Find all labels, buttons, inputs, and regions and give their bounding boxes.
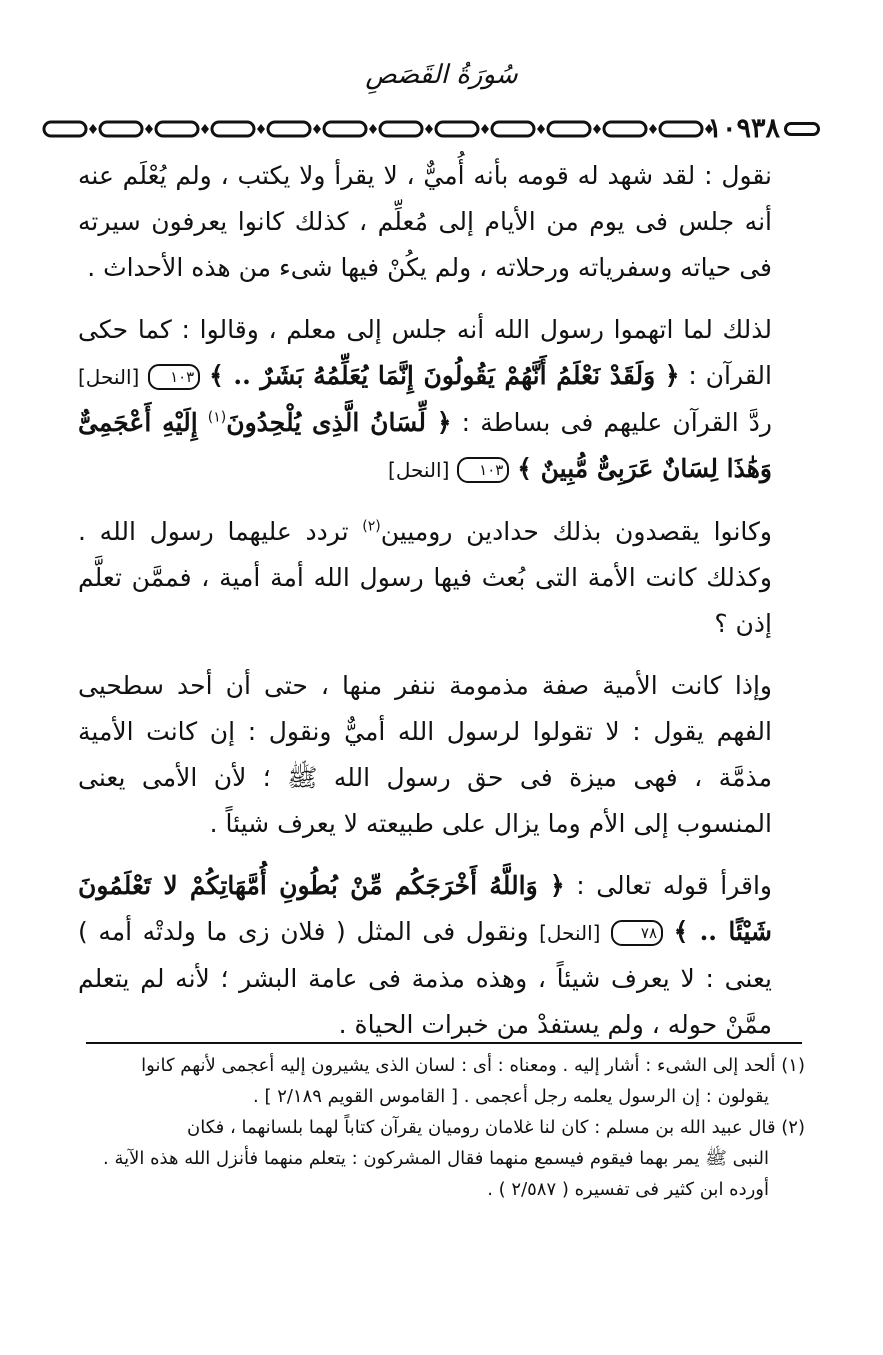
paragraph-2-lead: لذلك لما اتهموا رسول الله أنه جلس إلى معلم ، وقالوا : كما حكى القرآن : [78,315,772,390]
paragraph-3-end: تردد عليهما رسول الله . وكذلك كانت الأمة التى بُعث فيها رسول الله أمة أمية ، فممَّن تعلَّم إذن ؟ [78,517,772,638]
footnotes [80,1050,805,1205]
quran-verse-2-end: إِلَيْهِ أَعْجَمِىٌّ وَهَٰذَا لِسَانٌ عَرَبِىٌّ مُّبِينٌ ﴾ [78,408,772,483]
verse-number-badge: ٧٨ [611,920,663,946]
paragraph-5-lead: واقرأ قوله تعالى : [576,871,773,900]
footnote-divider [86,1042,802,1044]
paragraph-5 [78,863,792,1048]
footnote-1-line-1: (١) ألحد إلى الشىء : أشار إليه . ومعناه : أى : لسان الذى يشيرون إليه أعجمى لأنهم كانوا [141,1055,805,1076]
footnote-2-line-2: النبى ﷺ يمر بهما فيقوم فيسمع منهما فقال المشركون : يتعلم منهما فأنزل الله هذه الآية . [103,1148,769,1169]
footnote-marker-2: (٢) [362,518,381,535]
main-text [78,153,792,1064]
chain-ornament-icon [40,116,740,142]
footnote-2-line-1: (٢) قال عبيد الله بن مسلم : كان لنا غلامان روميان يقرآن كتاباً لهما بلسانهما ، فكان [186,1117,805,1138]
paragraph-5-tail: ونقول فى المثل ( فلان زى ما ولدتْه أمه ) يعنى : لا يعرف شيئاً ، وهذه مذمة فى عامة البشر ؛ لأنه لم يتعلم ممَّنْ حوله ، ولم يستفدْ من خبرات الحياة . [78,917,772,1039]
paragraph-2-mid: ردَّ القرآن عليهم فى بساطة : [461,408,772,437]
quran-verse-2-start: ﴿ لِّسَانُ الَّذِى يُلْحِدُونَ [226,408,452,437]
quran-verse-1: ﴿ وَلَقَدْ نَعْلَمُ أَنَّهُمْ يَقُولُونَ إِنَّمَا يُعَلِّمُهُ بَشَرٌ .. ﴾ [209,361,680,390]
surah-title: سُورَةُ القَصَصِ [365,60,518,90]
surah-reference: [النحل] [539,921,601,945]
verse-number-badge: ١٠٣ [148,364,200,390]
footnote-2-line-3: أورده ابن كثير فى تفسيره ( ٢/٥٨٧ ) . [487,1179,769,1200]
paragraph-3-start: وكانوا يقصدون بذلك حدادين روميين [380,517,772,546]
paragraph-2 [78,307,792,493]
paragraph-1: نقول : لقد شهد له قومه بأنه أُميٌّ ، لا يقرأ ولا يكتب ، ولم يُعْلَم عنه أنه جلس فى يوم من الأيام إلى مُعلِّم ، كذلك كانوا يعرفون سيرته فى حياته وسفرياته ورحلاته ، ولم يكُنْ فيها شىء من هذه الأحداث . [78,161,772,282]
paragraph-3 [78,509,792,647]
surah-reference: [النحل] [388,458,450,482]
page-number: ١٠٩٣٨ [707,113,780,144]
quran-verse-3: ﴿ وَاللَّهُ أَخْرَجَكُم مِّنْ بُطُونِ أُمَّهَاتِكُمْ لا تَعْلَمُونَ شَيْئًا .. ﴾ [78,871,772,946]
surah-reference: [النحل] [78,365,140,389]
verse-number-badge: ١٠٣ [457,457,509,483]
paragraph-4: وإذا كانت الأمية صفة مذمومة ننفر منها ، حتى أن أحد سطحيى الفهم يقول : لا تقولوا لرسول الله أميٌّ ونقول : إن كانت الأمية مذمَّة ، فهى ميزة فى حق رسول الله ﷺ ؛ لأن الأمى يعنى المنسوب إلى الأم وما يزال على طبيعته لا يعرف شيئاً . [78,671,772,838]
page-header-ornament [40,114,820,144]
footnote-1-line-2: يقولون : إن الرسول يعلمه رجل أعجمى . [ القاموس القويم ٢/١٨٩ ] . [253,1086,769,1107]
footnote-marker-1: (١) [207,409,227,426]
chain-end-icon [784,122,820,136]
